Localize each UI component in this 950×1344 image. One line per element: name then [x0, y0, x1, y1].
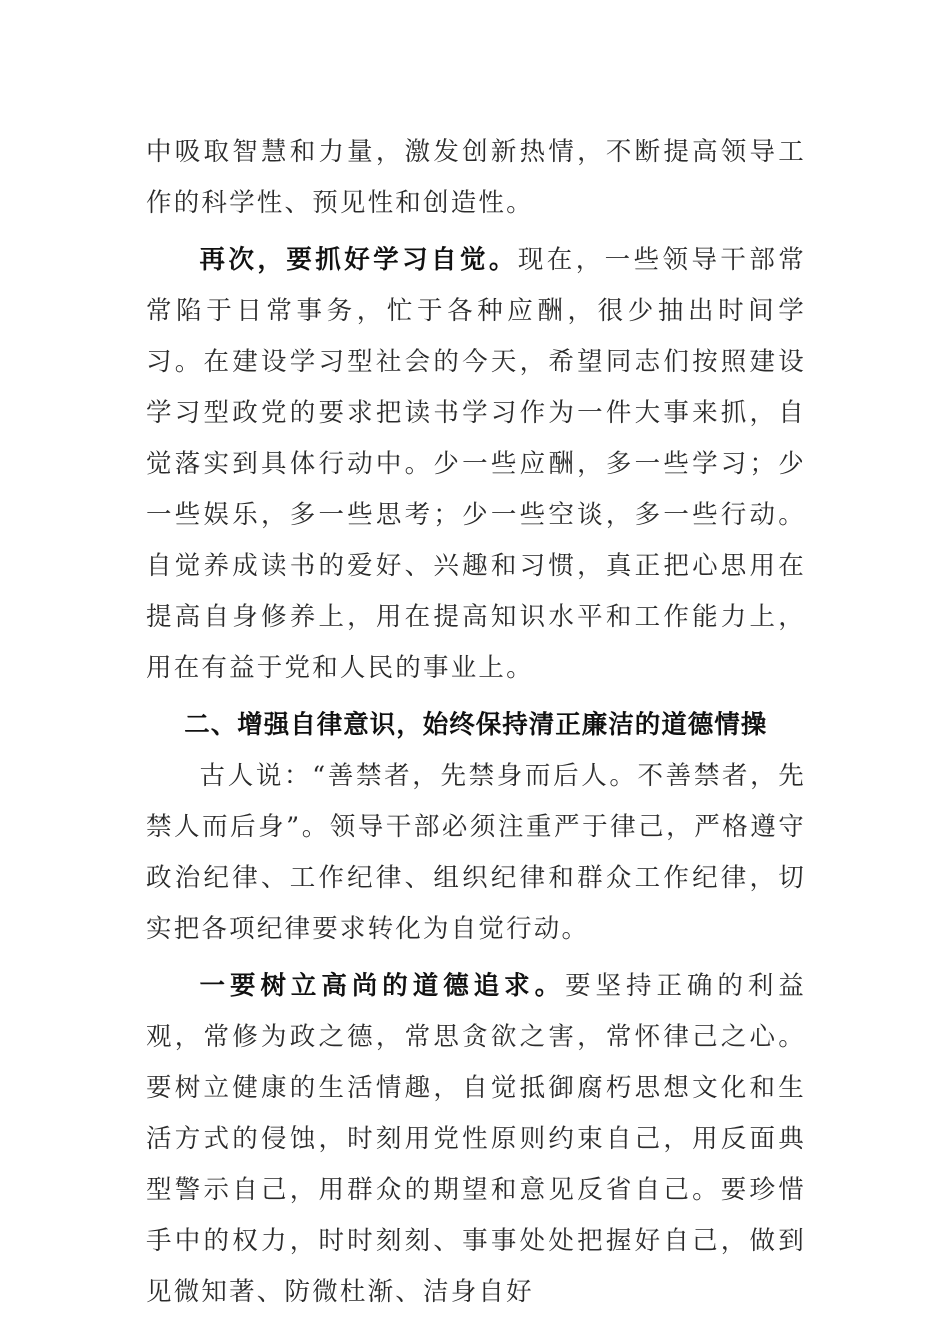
- section-heading: 二、增强自律意识，始终保持清正廉洁的道德情操: [184, 710, 768, 740]
- document-body: [146, 127, 806, 1318]
- paragraph-text: 要坚持正确的利益观，常修为政之德，常思贪欲之害，常怀律己之心。要树立健康的生活情趣，自觉抵御腐朽思想文化和生活方式的侵蚀，时刻用党性原则约束自己，用反面典型警示自己，用群众的期望和意见反省自己。要珍惜手中的权力，时时刻刻、事事处处把握好自己，做到见微知著、防微杜渐、洁身自好: [146, 971, 806, 1307]
- paragraph-study-consciousness: [146, 235, 806, 694]
- paragraph-continuation: [146, 127, 806, 229]
- paragraph-moral-pursuit: [146, 961, 806, 1318]
- paragraph-text: 现在，一些领导干部常常陷于日常事务，忙于各种应酬，很少抽出时间学习。在建设学习型社会的今天，希望同志们按照建设学习型政党的要求把读书学习作为一件大事来抓，自觉落实到具体行动中。少一些应酬，多一些学习；少一些娱乐，多一些思考；少一些空谈，多一些行动。自觉养成读书的爱好、兴趣和习惯，真正把心思用在提高自身修养上，用在提高知识水平和工作能力上，用在有益于党和人民的事业上。: [146, 245, 806, 683]
- paragraph-lead-bold: 再次，要抓好学习自觉。: [199, 245, 518, 275]
- paragraph-ancient-saying: [146, 751, 806, 955]
- paragraph-lead-bold: 一要树立高尚的道德追求。: [199, 971, 566, 1001]
- paragraph-text: 古人说：“善禁者，先禁身而后人。不善禁者，先禁人而后身”。领导干部必须注重严于律己，严格遵守政治纪律、工作纪律、组织纪律和群众工作纪律，切实把各项纪律要求转化为自觉行动。: [146, 761, 806, 944]
- paragraph-text: 中吸取智慧和力量，激发创新热情，不断提高领导工作的科学性、预见性和创造性。: [146, 137, 806, 218]
